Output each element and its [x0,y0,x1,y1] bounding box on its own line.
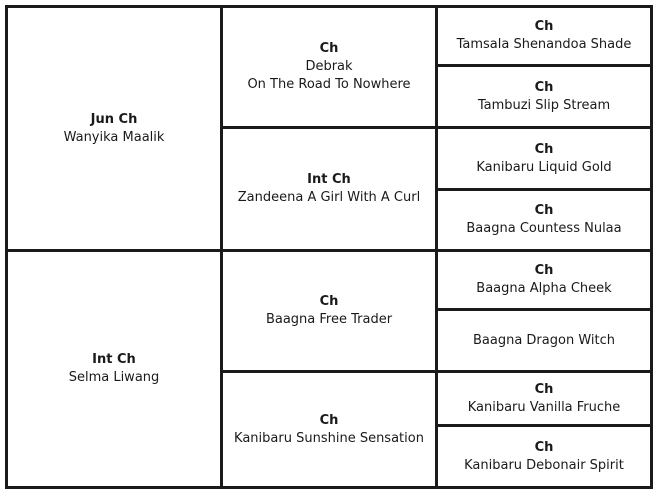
sire-sire-sire-title: Ch [534,19,554,34]
dam-dam-dam-title: Ch [534,439,554,455]
dam-dam-sire-title: Ch [534,381,554,397]
dam-cell [5,249,223,489]
sire-sire-name-line2: On The Road To Nowhere [247,77,411,92]
dam-sire-dam-cell [435,308,653,373]
sire-cell [5,5,223,252]
dam-sire-cell [220,249,438,373]
sire-sire-title: Ch [319,41,339,56]
dam-dam-name: Kanibaru Sunshine Sensation [234,430,424,446]
dam-sire-sire-title: Ch [534,263,554,278]
sire-dam-name: Zandeena A Girl With A Curl [237,190,421,205]
pedigree-chart [5,5,653,489]
dam-sire-sire-cell [435,249,653,311]
dam-sire-title: Ch [319,294,339,309]
sire-sire-dam-name: Tambuzi Slip Stream [477,97,611,113]
dam-dam-dam-cell [435,424,653,489]
dam-dam-dam-name: Kanibaru Debonair Spirit [464,457,624,473]
dam-dam-title: Ch [319,412,339,428]
sire-sire-dam-title: Ch [534,79,554,95]
dam-sire-sire-name: Baagna Alpha Cheek [476,281,612,296]
sire-sire-dam-cell [435,64,653,129]
dam-dam-cell [220,370,438,489]
sire-dam-sire-name: Kanibaru Liquid Gold [476,159,612,175]
sire-sire-sire-cell [435,5,653,67]
dam-dam-sire-name: Kanibaru Vanilla Fruche [467,399,621,415]
sire-dam-dam-cell [435,188,653,252]
sire-dam-title: Int Ch [307,172,351,187]
sire-dam-cell [220,126,438,252]
sire-sire-cell [220,5,438,129]
dam-dam-sire-cell [435,370,653,427]
sire-dam-dam-name: Baagna Countess Nulaa [466,221,622,236]
sire-sire-name: Debrak [305,59,353,74]
dam-title: Int Ch [92,352,136,367]
dam-sire-name: Baagna Free Trader [265,312,393,327]
sire-dam-dam-title: Ch [534,203,554,218]
dam-sire-dam-name: Baagna Dragon Witch [472,332,615,348]
sire-sire-sire-name: Tamsala Shenandoa Shade [456,37,632,52]
sire-dam-sire-title: Ch [534,141,554,157]
sire-title: Jun Ch [90,111,138,127]
dam-name: Selma Liwang [68,370,160,385]
sire-name: Wanyika Maalik [63,129,165,145]
sire-dam-sire-cell [435,126,653,191]
